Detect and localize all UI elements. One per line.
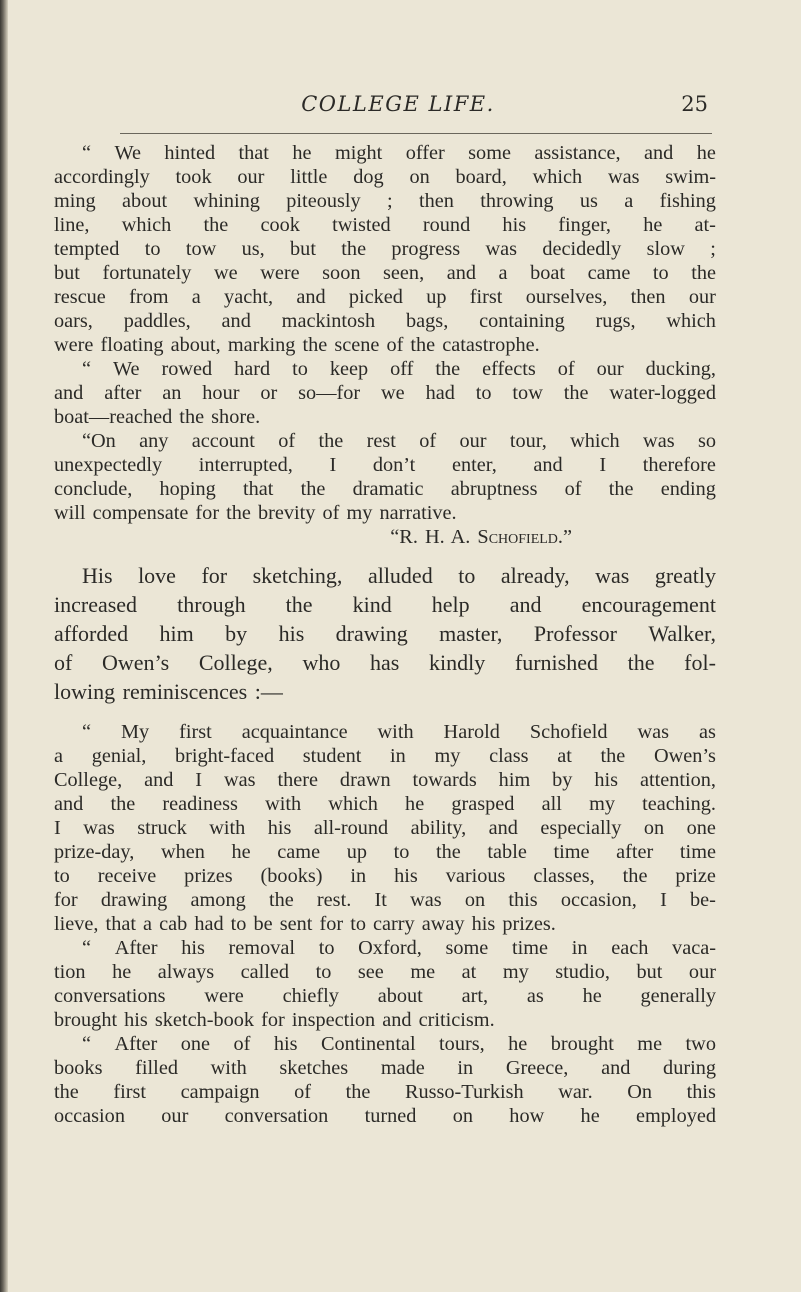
text-line: and the readiness with which he grasped all my teaching. — [54, 793, 716, 815]
text-line: rescue from a yacht, and picked up first ourselves, then our — [54, 286, 716, 308]
text-line: lowing reminiscences :— — [54, 679, 283, 704]
text-line: the first campaign of the Russo-Turkish war. On this — [54, 1081, 716, 1103]
text-line: occasion our conversation turned on how he employed — [54, 1105, 716, 1127]
text-line: prize-day, when he came up to the table time after time — [54, 841, 716, 863]
paragraph — [54, 561, 716, 706]
text-line: “On any account of the rest of our tour, which was so — [82, 430, 716, 452]
text-line: tempted to tow us, but the progress was decidedly slow ; — [54, 238, 716, 260]
text-line: College, and I was there drawn towards him by his attention, — [54, 769, 716, 791]
paragraph — [54, 429, 716, 525]
text-line: ming about whining piteously ; then throwing us a fishing — [54, 190, 716, 212]
page-header — [88, 92, 708, 126]
text-line: and after an hour or so—for we had to tow the water-logged — [54, 382, 716, 404]
text-line: conversations were chiefly about art, as he generally — [54, 985, 716, 1007]
text-line: a genial, bright-faced student in my class at the Owen’s — [54, 745, 716, 767]
text-line: afforded him by his drawing master, Professor Walker, — [54, 621, 716, 646]
text-line: will compensate for the brevity of my narrative. — [54, 502, 457, 524]
text-line: “ We hinted that he might offer some assistance, and he — [82, 142, 716, 164]
text-line: I was struck with his all-round ability, and especially on one — [54, 817, 716, 839]
paragraph — [54, 141, 716, 357]
page-binding-edge — [0, 0, 8, 1292]
text-line: of Owen’s College, who has kindly furnished the fol- — [54, 650, 716, 675]
paragraph-gap — [54, 706, 716, 720]
text-line: “ After one of his Continental tours, he brought me two — [82, 1033, 716, 1055]
text-line: to receive prizes (books) in his various classes, the prize — [54, 865, 716, 887]
paragraph — [54, 720, 716, 936]
text-line: were floating about, marking the scene of the catastrophe. — [54, 334, 540, 356]
text-line: unexpectedly interrupted, I don’t enter, and I therefore — [54, 454, 716, 476]
text-line: for drawing among the rest. It was on this occasion, I be- — [54, 889, 716, 911]
running-title: COLLEGE LIFE. — [301, 92, 495, 116]
text-line: books filled with sketches made in Greece, and during — [54, 1057, 716, 1079]
text-line: tion he always called to see me at my studio, but our — [54, 961, 716, 983]
letter-signature — [54, 525, 716, 549]
text-line: His love for sketching, alluded to already, was greatly — [82, 563, 716, 588]
body-text — [54, 141, 716, 1128]
paragraph — [54, 936, 716, 1032]
text-line: conclude, hoping that the dramatic abruptness of the ending — [54, 478, 716, 500]
text-line: accordingly took our little dog on board, which was swim- — [54, 166, 716, 188]
paragraph-gap — [54, 549, 716, 561]
text-line: “ After his removal to Oxford, some time in each vaca- — [82, 937, 716, 959]
paragraph — [54, 357, 716, 429]
text-line: line, which the cook twisted round his finger, he at- — [54, 214, 716, 236]
text-line: oars, paddles, and mackintosh bags, containing rugs, which — [54, 310, 716, 332]
text-line: “ My first acquaintance with Harold Schofield was as — [82, 721, 716, 743]
text-line: increased through the kind help and encouragement — [54, 592, 716, 617]
text-line: “R. H. A. Schofield.” — [390, 526, 572, 548]
text-line: boat—reached the shore. — [54, 406, 261, 428]
header-rule — [120, 133, 712, 134]
text-line: lieve, that a cab had to be sent for to carry away his prizes. — [54, 913, 556, 935]
paragraph — [54, 1032, 716, 1128]
text-line: but fortunately we were soon seen, and a boat came to the — [54, 262, 716, 284]
text-line: “ We rowed hard to keep off the effects of our ducking, — [82, 358, 716, 380]
text-line: brought his sketch-book for inspection and criticism. — [54, 1009, 495, 1031]
page-number: 25 — [681, 92, 708, 116]
